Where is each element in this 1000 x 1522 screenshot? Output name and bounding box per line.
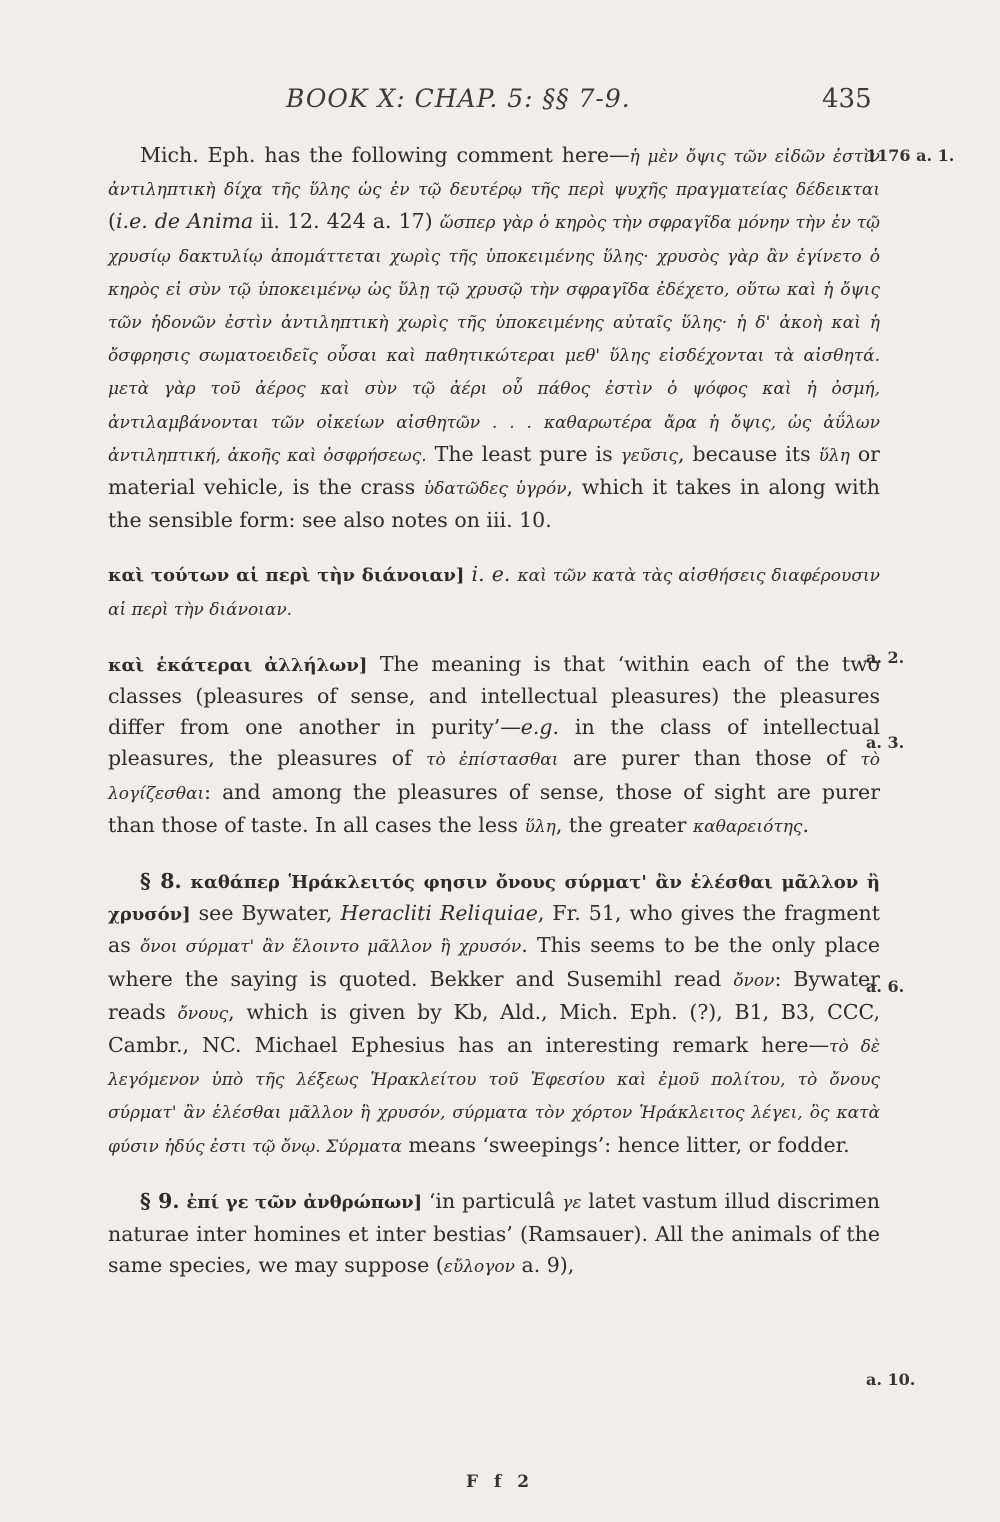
greek-word: εὔλογον	[443, 1257, 515, 1278]
greek-quotation: καὶ τῶν κατὰ τὰς αἰσθήσεις διαφέρουσιν αἱ περὶ τὴν διάνοιαν.	[108, 566, 880, 620]
text-run: , the greater	[555, 812, 693, 837]
text-run: , which is given by Kb, Ald., Mich. Eph. (?), B1, B3, CCC, Cambr., NC. Michael Ephesius has an interesting remark here—	[108, 999, 880, 1058]
paragraph-section-8	[108, 866, 880, 1163]
paragraph-dianoia-note	[108, 559, 880, 625]
section-number: § 8.	[140, 869, 182, 894]
text-run: in the class of intellectual pleasures, the pleasures of	[108, 715, 880, 771]
text-run: latet vastum illud discrimen naturae inter homines et inter bestias’ (Ramsauer). All the animals of the same species, we may suppose (	[108, 1188, 880, 1278]
text-run: see Bywater,	[190, 901, 341, 926]
greek-word: τὸ ἐπίστασθαι	[426, 750, 559, 771]
greek-quotation: ὄνοι σύρματ' ἂν ἕλοιντο μᾶλλον ἢ χρυσόν	[140, 937, 522, 958]
margin-note-line-ref: a. 2.	[866, 648, 905, 667]
body-text	[108, 140, 880, 1284]
greek-quotation: ἡ μὲν ὄψις τῶν εἰδῶν ἐστὶν ἀντιληπτικὴ δίχα τῆς ὕλης ὡς ἐν τῷ δευτέρῳ τῆς περὶ ψυχῆς πραγματείας δέδεικται	[108, 147, 880, 201]
greek-word: γεῦσις	[620, 445, 678, 466]
margin-note-line-ref: a. 6.	[866, 977, 905, 996]
greek-quotation: τὸ δὲ λεγόμενον ὑπὸ τῆς λέξεως Ἡρακλείτου τοῦ Ἐφεσίου καὶ ἐμοῦ πολίτου, τὸ ὄνους σύρματ' ἂν ἑλέσθαι μᾶλλον ἢ χρυσόν, σύρματα τὸν χόρτον Ἡράκλειτος λέγει, ὃς κατὰ φύσιν ἡδύς ἐστι τῷ ὄνῳ. Σύρματα	[108, 1037, 881, 1157]
text-run: .	[802, 812, 809, 837]
text-run: , which it takes in along with the sensible form: see also notes on iii. 10.	[108, 475, 880, 533]
text-run: Mich. Eph. has the following comment here—	[140, 143, 630, 167]
text-run	[464, 562, 471, 586]
paragraph-mich-eph-comment	[108, 140, 880, 536]
text-run: means ‘sweepings’: hence litter, or fodder.	[401, 1132, 850, 1157]
greek-word: ὕλη	[524, 816, 556, 837]
text-run: ii. 12. 424 a. 17)	[253, 209, 440, 234]
greek-word: ὕλη	[818, 445, 850, 466]
greek-word: γε	[562, 1192, 582, 1213]
paragraph-purity-note	[108, 649, 880, 843]
italic-text: e.g.	[520, 715, 560, 740]
italic-text: Heracliti Reliquiae	[340, 901, 538, 926]
text-run: , Fr. 51, who gives the fragment as	[108, 901, 880, 958]
lemma: καθάπερ Ἡράκλειτός φησιν ὄνους σύρματ' ἂν ἑλέσθαι μᾶλλον ἢ χρυσόν]	[108, 872, 880, 926]
greek-word: τὸ λογίζεσθαι	[108, 750, 880, 804]
text-run: The meaning is that ‘within each of the two classes (pleasures of sense, and intellectual pleasures) the pleasures differ from one another in purity’—	[108, 651, 881, 740]
greek-word: ὄνους	[177, 1003, 229, 1024]
text-run: ‘in particulâ	[422, 1188, 563, 1213]
text-run	[510, 562, 517, 586]
text-run: or material vehicle, is the crass	[108, 441, 880, 500]
running-head: BOOK X: CHAP. 5: §§ 7-9.	[286, 84, 631, 113]
text-run: : and among the pleasures of sense, those of sight are purer than those of taste. In all cases the less	[108, 779, 880, 837]
margin-note-line-ref: a. 10.	[866, 1370, 916, 1389]
margin-note-line-ref: a. 3.	[866, 733, 905, 752]
text-run: (	[108, 209, 116, 234]
paragraph-gap	[108, 626, 880, 649]
text-run: . This seems to be the only place where the saying is quoted. Bekker and Susemihl read	[108, 933, 881, 991]
signature-mark: F f 2	[466, 1472, 535, 1492]
paragraph-gap	[108, 843, 880, 866]
lemma: ἐπί γε τῶν ἀνθρώπων]	[186, 1191, 423, 1213]
italic-text: i.e. de Anima	[116, 209, 254, 234]
greek-word: ὄνον	[733, 970, 775, 991]
greek-word: ὑδατῶδες ὑγρόν	[423, 479, 567, 500]
lemma: καὶ τούτων αἱ περὶ τὴν διάνοιαν]	[108, 565, 465, 587]
lemma: καὶ ἑκάτεραι ἀλλήλων]	[108, 654, 368, 676]
text-run: are purer than those of	[558, 746, 861, 771]
section-number: § 9.	[140, 1188, 180, 1213]
text-run: The least pure is	[426, 441, 621, 466]
text-run	[182, 869, 191, 893]
page-number: 435	[822, 84, 872, 114]
greek-word: καθαρειότης	[692, 816, 803, 837]
text-run: , because its	[678, 441, 819, 466]
paragraph-gap	[108, 1163, 880, 1186]
italic-text: i. e.	[471, 562, 511, 587]
margin-note-line-ref: 1176 a. 1.	[866, 146, 955, 165]
paragraph-section-9	[108, 1186, 880, 1284]
greek-quotation: ὥσπερ γὰρ ὁ κηρὸς τὴν σφραγῖδα μόνην τὴν ἐν τῷ χρυσίῳ δακτυλίῳ ἀπομάττεται χωρὶς τῆς ὑποκειμένης ὕλης· χρυσὸς γὰρ ἂν ἐγίνετο ὁ κηρὸς εἰ σὺν τῷ ὑποκειμένῳ ὡς ὕλῃ τῷ χρυσῷ τὴν σφραγῖδα ἐδέχετο, οὕτω καὶ ἡ ὄψις τῶν ἡδονῶν ἐστὶν ἀντιληπτικὴ χωρὶς τῆς ὑποκειμένης αὐταῖς ὕλης· ἡ δ' ἀκοὴ καὶ ἡ ὄσφρησις σωματοειδεῖς οὖσαι καὶ παθητικώτεραι μεθ' ὕλης εἰσδέχονται τὰ αἰσθητά. μετὰ γὰρ τοῦ ἀέρος καὶ σὺν τῷ ἀέρι οὗ πάθος ἐστὶν ὁ ψόφος καὶ ἡ ὀσμή, ἀντιλαμβάνονται τῶν οἰκείων αἰσθητῶν . . . καθαρωτέρα ἄρα ἡ ὄψις, ὡς ἀΰλων ἀντιληπτική, ἀκοῆς καὶ ὀσφρήσεως.	[108, 213, 881, 466]
text-run: : Bywater reads	[108, 966, 880, 1024]
paragraph-gap	[108, 536, 880, 559]
text-run: a. 9),	[514, 1253, 575, 1278]
